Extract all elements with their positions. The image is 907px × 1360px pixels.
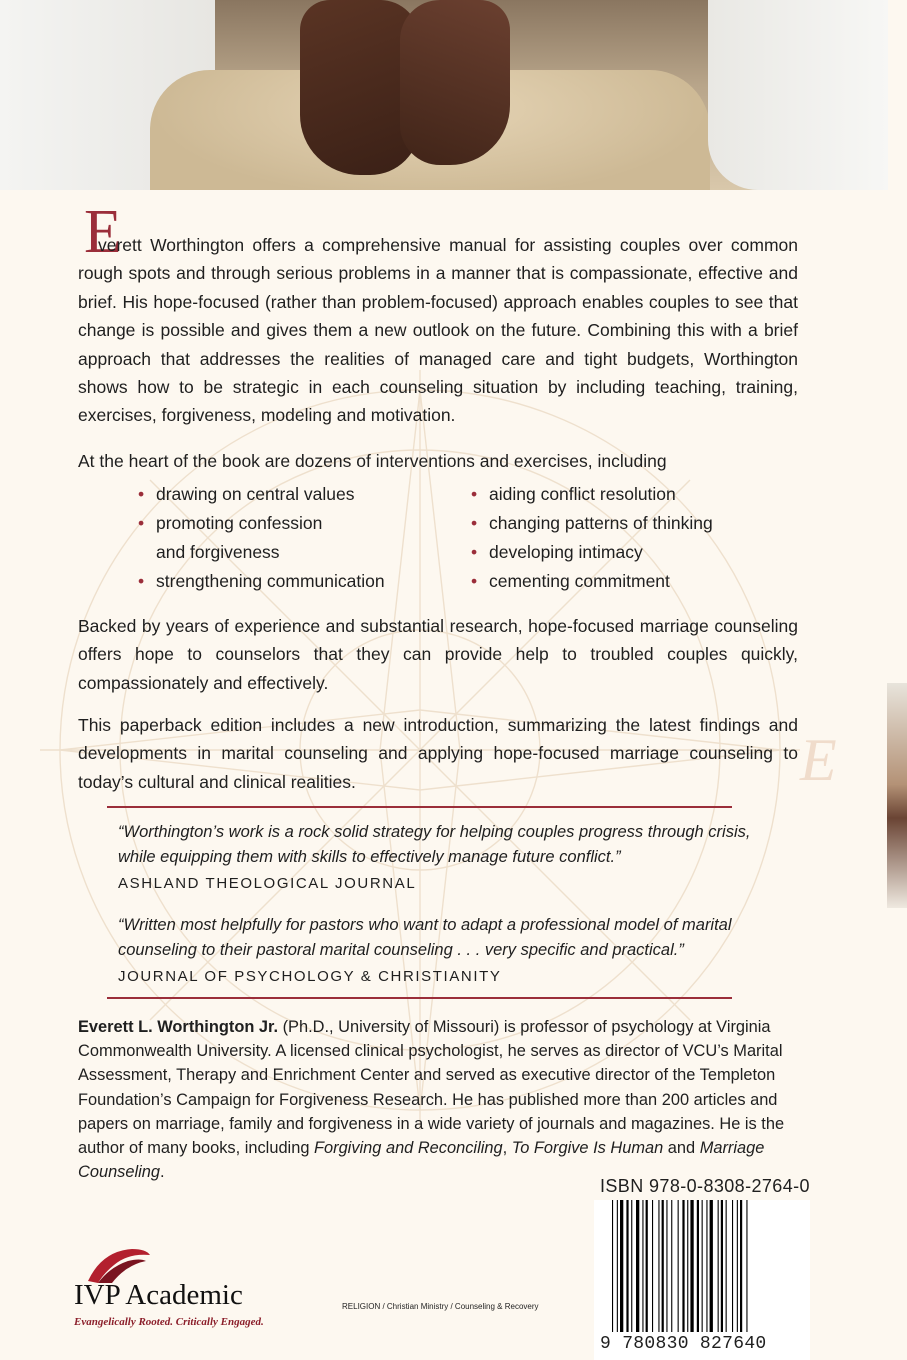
divider-top xyxy=(107,806,732,808)
backed-paragraph: Backed by years of experience and substantial research, hope-focused marriage counseling offers hope to counselors that they can provide help to troubled couples quickly, compassionately and effectively. xyxy=(78,616,798,693)
list-item: • drawing on central values xyxy=(138,480,438,509)
intro-text: verett Worthington offers a comprehensive manual for assisting couples over common rough spots and through serious problems in a manner that is compassionate, effective and brief. His hope-focused (rather than problem-focused) approach enables couples to see that change is possible and gives them a new outlook on the future. Combining this with a brief approach that addresses the realities of managed care and tight budgets, Worthington shows how to be strategic in each counseling situation by including teaching, training, exercises, forgiveness, modeling and motivation. xyxy=(78,235,798,426)
book-title: Forgiving and Reconciling xyxy=(313,1139,503,1158)
list-item: • promoting confession xyxy=(138,509,438,538)
barcode xyxy=(612,1200,802,1332)
list-item-continuation: and forgiveness xyxy=(156,542,280,562)
drop-cap: E xyxy=(84,198,122,266)
isbn-label: ISBN 978-0-8308-2764-0 xyxy=(600,1176,810,1196)
spine-photo-edge xyxy=(887,683,907,908)
paperback-paragraph: This paperback edition includes a new introduction, summarizing the latest findings and developments in marital counseling and applying hope-focused marriage counseling to today’s cultural and clinical realities. xyxy=(78,715,798,792)
interventions-intro: At the heart of the book are dozens of interventions and exercises, including xyxy=(78,451,667,471)
endorsement-quote-2: “Written most helpfully for pastors who want to adapt a professional model of marital counseling to their pastoral marital counseling . . . very specific and practical.” xyxy=(118,916,732,959)
list-item: • developing intimacy xyxy=(471,538,791,567)
book-title: To Forgive Is Human xyxy=(511,1139,664,1158)
publisher-tagline: Evangelically Rooted. Critically Engaged. xyxy=(74,1316,264,1328)
svg-text:E: E xyxy=(800,727,837,793)
author-name: Everett L. Worthington Jr. xyxy=(78,1018,279,1036)
author-bio: Everett L. Worthington Jr. (Ph.D., University of Missouri) is professor of psychology at Virginia Commonwealth University. A licensed clinical psychologist, he serves as director of VCU’s Marital Assessment, Therapy and Enrichment Center and served as executive director of the Templeton Foundation’s Campaign for Forgiveness Research. He has published more than 200 articles and papers on marriage, family and forgiveness in a wide variety of journals and magazines. He is the author of many books, including Forgiving and Reconciling, To Forgive Is Human and Marriage Counseling. xyxy=(78,1018,785,1182)
cover-photo-hands xyxy=(0,0,888,190)
category-label: RELIGION / Christian Ministry / Counseling & Recovery xyxy=(342,1302,539,1311)
intro-paragraph xyxy=(78,231,798,430)
list-item: • aiding conflict resolution xyxy=(471,480,791,509)
publisher-logo xyxy=(74,1245,274,1335)
bullet-list-left xyxy=(138,480,438,596)
barcode-panel xyxy=(594,1200,810,1360)
publisher-name: IVP Academic xyxy=(74,1279,243,1311)
divider-bottom xyxy=(107,997,732,999)
list-item: • changing patterns of thinking xyxy=(471,509,791,538)
endorsement-source-1: ASHLAND THEOLOGICAL JOURNAL xyxy=(118,875,417,892)
endorsement-quote-1: “Worthington’s work is a rock solid strategy for helping couples progress through crisis, while equipping them with skills to effectively manage future conflict.” xyxy=(118,823,751,866)
list-item: • strengthening communication xyxy=(138,567,438,596)
list-item: • cementing commitment xyxy=(471,567,791,596)
barcode-digits: 9 780830 827640 xyxy=(600,1334,767,1354)
bullet-list-right xyxy=(471,480,791,596)
book-title: Marriage Counseling xyxy=(78,1139,765,1182)
endorsement-source-2: JOURNAL OF PSYCHOLOGY & CHRISTIANITY xyxy=(118,968,502,985)
